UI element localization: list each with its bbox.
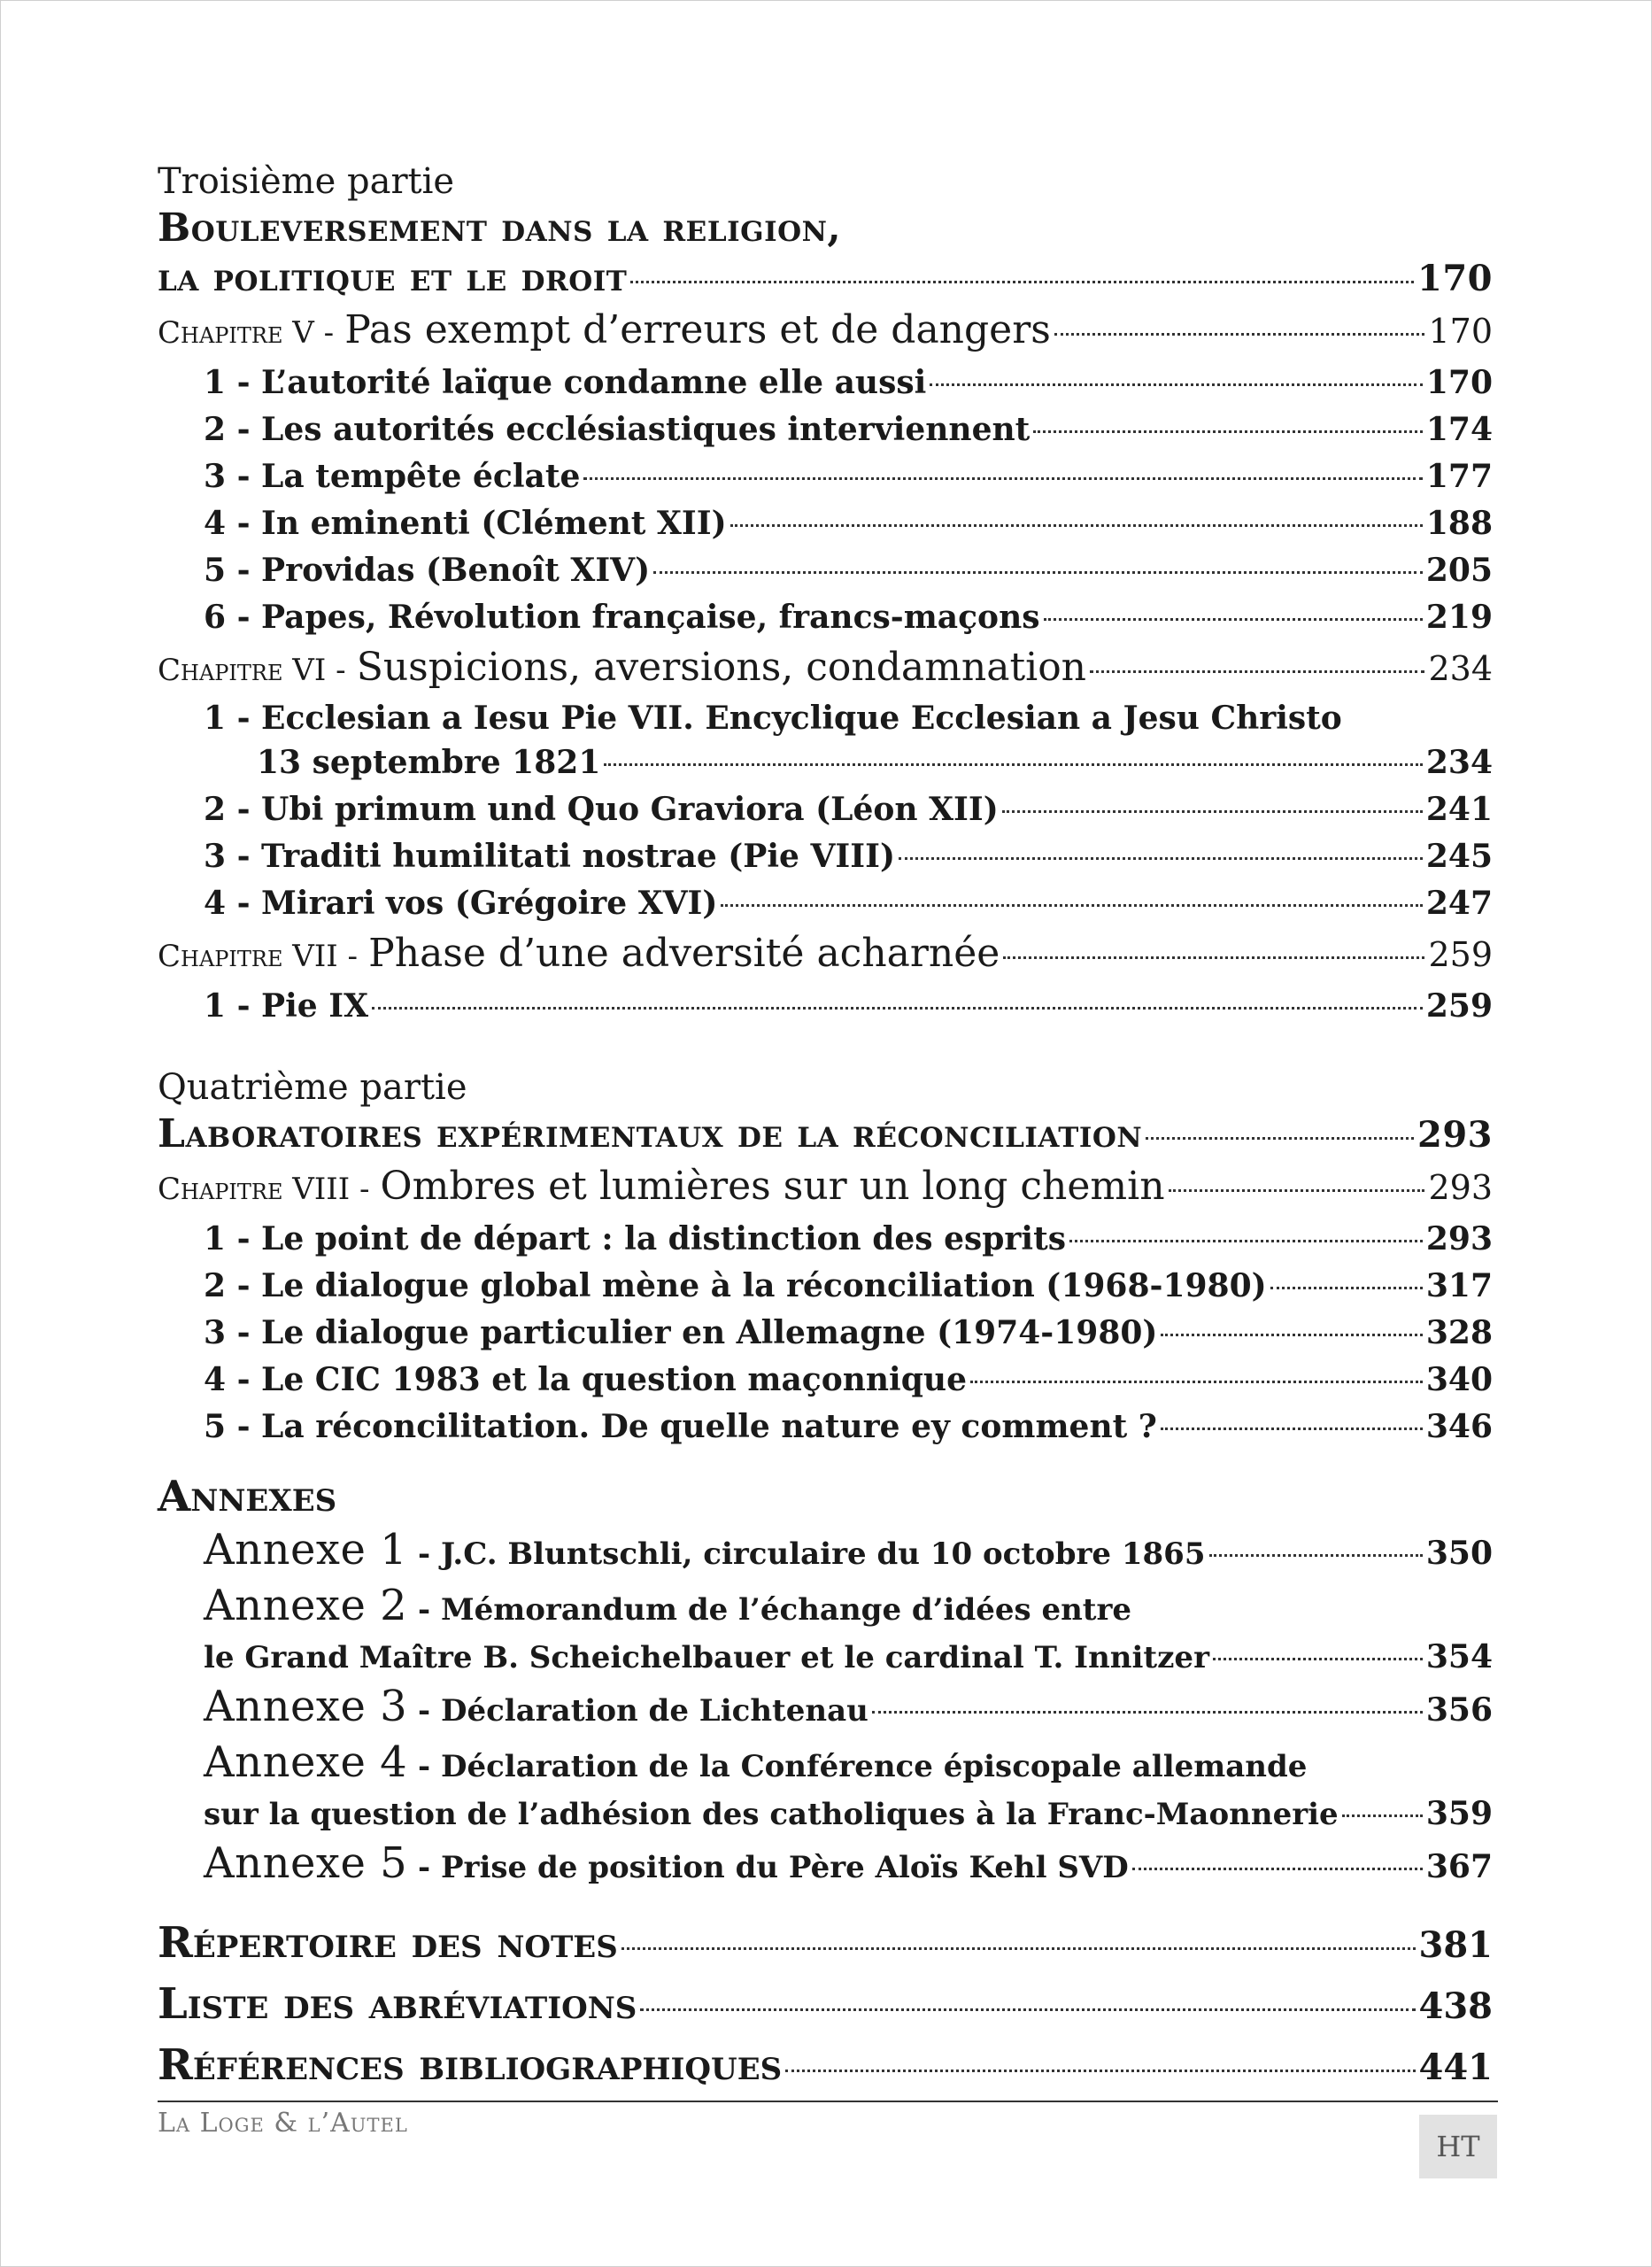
annexe-name: Annexe 4 [204, 1737, 408, 1787]
leader-dots [1033, 430, 1423, 433]
footer-book-title: La Loge & l’Autel [158, 2108, 408, 2139]
leader-dots [930, 383, 1423, 386]
leader-dots [1161, 1334, 1422, 1336]
leader-dots [899, 857, 1423, 860]
leader-dots [1069, 1240, 1423, 1242]
leader-dots [653, 571, 1423, 574]
part-title-line: Laboratoires expérimentaux de la réconciliation [158, 1111, 1143, 1157]
leader-dots [1209, 1554, 1423, 1557]
page-number: 381 [1418, 1924, 1493, 1966]
section-entry[interactable] [158, 739, 1493, 786]
chapter-prefix: Chapitre VII - [158, 939, 359, 974]
annexe-title: Mémorandum de l’échange d’idées entre [440, 1592, 1132, 1628]
back-matter-title: Répertoire des notes [158, 1918, 618, 1968]
leader-dots [372, 1007, 1423, 1010]
part-kicker: Troisième partie [158, 161, 455, 202]
page-number: 293 [1425, 1220, 1493, 1257]
annexe-separator: - [418, 1749, 431, 1784]
section-entry[interactable] [158, 983, 1493, 1030]
section-entry[interactable] [158, 880, 1493, 927]
annexe-name: Annexe 2 [204, 1581, 408, 1630]
annexe-name: Annexe 1 [204, 1525, 408, 1575]
annexe-separator: - [418, 1536, 431, 1572]
section-title-line[interactable]: 1 - Ecclesian a Iesu Pie VII. Encyclique Ecclesian a Jesu Christo [204, 700, 1342, 737]
leader-dots [970, 1381, 1423, 1383]
back-matter-entry[interactable] [158, 2036, 1493, 2097]
annexe-entry[interactable] [158, 1635, 1493, 1680]
page-number: 367 [1425, 1848, 1493, 1885]
page-number: 219 [1425, 599, 1493, 636]
leader-dots [1002, 810, 1423, 813]
chapter-entry[interactable] [158, 927, 1493, 983]
chapter-prefix: Chapitre VI - [158, 653, 346, 688]
part-kicker: Quatrième partie [158, 1067, 467, 1108]
part-title-line: la politique et le droit [158, 255, 628, 300]
chapter-entry[interactable] [158, 1160, 1493, 1216]
annexe-separator: - [418, 1693, 431, 1729]
section-title: 1 - Pie IX [204, 987, 369, 1025]
section-entry[interactable] [158, 1404, 1493, 1451]
page-number: 317 [1425, 1267, 1493, 1304]
page-number: 438 [1418, 1985, 1493, 2027]
section-entry[interactable] [158, 406, 1493, 453]
annexe-name: Annexe 3 [204, 1682, 408, 1731]
leader-dots [1213, 1658, 1423, 1660]
page-number: 245 [1425, 838, 1493, 875]
section-title: 1 - L’autorité laïque condamne elle aussi [204, 364, 927, 401]
page-number: 241 [1425, 791, 1493, 828]
leader-dots [583, 477, 1422, 480]
leader-dots [1132, 1868, 1423, 1870]
section-entry[interactable] [158, 833, 1493, 880]
annexe-title-continuation: sur la question de l’adhésion des catholiques à la Franc-Maonnerie [204, 1797, 1339, 1832]
page-number: 174 [1425, 411, 1493, 448]
part-title-entry[interactable] [158, 253, 1493, 304]
section-title: 4 - Mirari vos (Grégoire XVI) [204, 885, 718, 922]
leader-dots [1169, 1189, 1425, 1192]
leader-dots [1054, 333, 1425, 336]
section-entry[interactable] [158, 500, 1493, 547]
leader-dots [785, 2070, 1415, 2072]
back-matter-entry[interactable] [158, 1914, 1493, 1975]
annexe-title: Prise de position du Père Aloïs Kehl SVD [440, 1850, 1129, 1885]
section-title: 4 - In eminenti (Clément XII) [204, 505, 727, 542]
annexe-name: Annexe 5 [204, 1838, 408, 1888]
annexe-entry[interactable] [158, 1837, 1493, 1894]
section-entry[interactable] [158, 1216, 1493, 1263]
leader-dots [1146, 1137, 1414, 1140]
section-title: 6 - Papes, Révolution française, francs-maçons [204, 599, 1040, 636]
page-number: 259 [1425, 987, 1493, 1025]
back-matter-title: Liste des abréviations [158, 1979, 637, 2029]
annexes-heading: Annexes [158, 1472, 337, 1521]
leader-dots [1044, 618, 1423, 621]
page-number: 188 [1425, 505, 1493, 542]
section-title: 2 - Ubi primum und Quo Graviora (Léon XII) [204, 791, 999, 828]
section-entry[interactable] [158, 453, 1493, 500]
section-title: 5 - Providas (Benoît XIV) [204, 552, 651, 589]
leader-dots [721, 904, 1422, 907]
leader-dots [604, 763, 1422, 766]
annexe-entry-head[interactable] [158, 1737, 1493, 1791]
leader-dots [630, 281, 1414, 283]
leader-dots [872, 1711, 1423, 1714]
page-number: 234 [1428, 649, 1493, 688]
annexe-separator: - [418, 1592, 431, 1628]
leader-dots [1342, 1814, 1423, 1817]
annexe-entry[interactable] [158, 1791, 1493, 1837]
section-title: 3 - Traditi humilitati nostrae (Pie VIII) [204, 838, 895, 875]
part-title-entry[interactable] [158, 1110, 1493, 1160]
section-entry[interactable] [158, 786, 1493, 833]
section-title: 2 - Les autorités ecclésiastiques interviennent [204, 411, 1031, 448]
chapter-prefix: Chapitre V - [158, 315, 335, 351]
annexe-title: J.C. Bluntschli, circulaire du 10 octobre 1865 [440, 1536, 1206, 1572]
annexe-entry[interactable] [158, 1680, 1493, 1737]
chapter-entry[interactable] [158, 641, 1493, 697]
chapter-title: Phase d’une adversité acharnée [368, 931, 1000, 976]
table-of-contents [158, 159, 1493, 2097]
section-title: 1 - Le point de départ : la distinction des esprits [204, 1220, 1066, 1257]
chapter-prefix: Chapitre VIII - [158, 1172, 370, 1207]
leader-dots [640, 2008, 1415, 2011]
section-entry[interactable] [158, 1263, 1493, 1310]
page-number: 293 [1417, 1114, 1493, 1156]
page-number: 346 [1425, 1408, 1493, 1445]
section-title: 2 - Le dialogue global mène à la réconciliation (1968-1980) [204, 1267, 1267, 1304]
annexe-title: Déclaration de Lichtenau [440, 1693, 868, 1729]
section-entry[interactable] [158, 547, 1493, 594]
annexe-entry-head[interactable] [158, 1581, 1493, 1635]
leader-dots [730, 524, 1423, 527]
section-entry[interactable] [158, 1357, 1493, 1404]
section-entry[interactable] [158, 360, 1493, 406]
leader-dots [621, 1947, 1416, 1950]
page-number: 340 [1425, 1361, 1493, 1398]
section-title: 3 - La tempête éclate [204, 458, 581, 495]
page-number: 354 [1425, 1638, 1493, 1675]
section-entry[interactable] [158, 1310, 1493, 1357]
page-number: 293 [1428, 1168, 1493, 1207]
back-matter-entry[interactable] [158, 1975, 1493, 2036]
annexe-title-continuation: le Grand Maître B. Scheichelbauer et le cardinal T. Innitzer [204, 1640, 1209, 1675]
chapter-title: Suspicions, aversions, condamnation [356, 645, 1087, 690]
page-number: 177 [1425, 458, 1493, 495]
page-number: 259 [1428, 935, 1493, 974]
page-number: 205 [1425, 552, 1493, 589]
page-number: 170 [1428, 312, 1493, 351]
chapter-title: Ombres et lumières sur un long chemin [380, 1164, 1165, 1209]
page-number: 441 [1418, 2046, 1493, 2088]
page-number: 328 [1425, 1314, 1493, 1351]
leader-dots [1161, 1428, 1423, 1430]
section-title-continuation: 13 septembre 1821 [257, 744, 601, 781]
page-number: 234 [1425, 744, 1493, 781]
leader-dots [1270, 1287, 1423, 1289]
back-matter-title: Références bibliographiques [158, 2040, 783, 2090]
page-number: 170 [1425, 364, 1493, 401]
page-number: 356 [1425, 1691, 1493, 1729]
annexe-separator: - [418, 1850, 431, 1885]
chapter-title: Pas exempt d’erreurs et de dangers [344, 307, 1051, 352]
page-number: 359 [1425, 1795, 1493, 1832]
annexe-title: Déclaration de la Conférence épiscopale allemande [440, 1749, 1308, 1784]
footer-page-badge: HT [1419, 2115, 1497, 2178]
section-title: 4 - Le CIC 1983 et la question maçonnique [204, 1361, 967, 1398]
page-number: 247 [1425, 885, 1493, 922]
section-entry[interactable] [158, 594, 1493, 641]
page-number: 170 [1417, 258, 1493, 299]
section-title: 3 - Le dialogue particulier en Allemagne (1974-1980) [204, 1314, 1158, 1351]
section-title: 5 - La réconcilitation. De quelle nature ey comment ? [204, 1408, 1157, 1445]
chapter-entry[interactable] [158, 304, 1493, 360]
footer-rule [158, 2101, 1498, 2102]
annexe-entry[interactable] [158, 1523, 1493, 1581]
part-title-line: Bouleversement dans la religion, [158, 205, 842, 251]
page-number: 350 [1425, 1535, 1493, 1572]
leader-dots [1003, 956, 1424, 959]
leader-dots [1090, 670, 1424, 673]
